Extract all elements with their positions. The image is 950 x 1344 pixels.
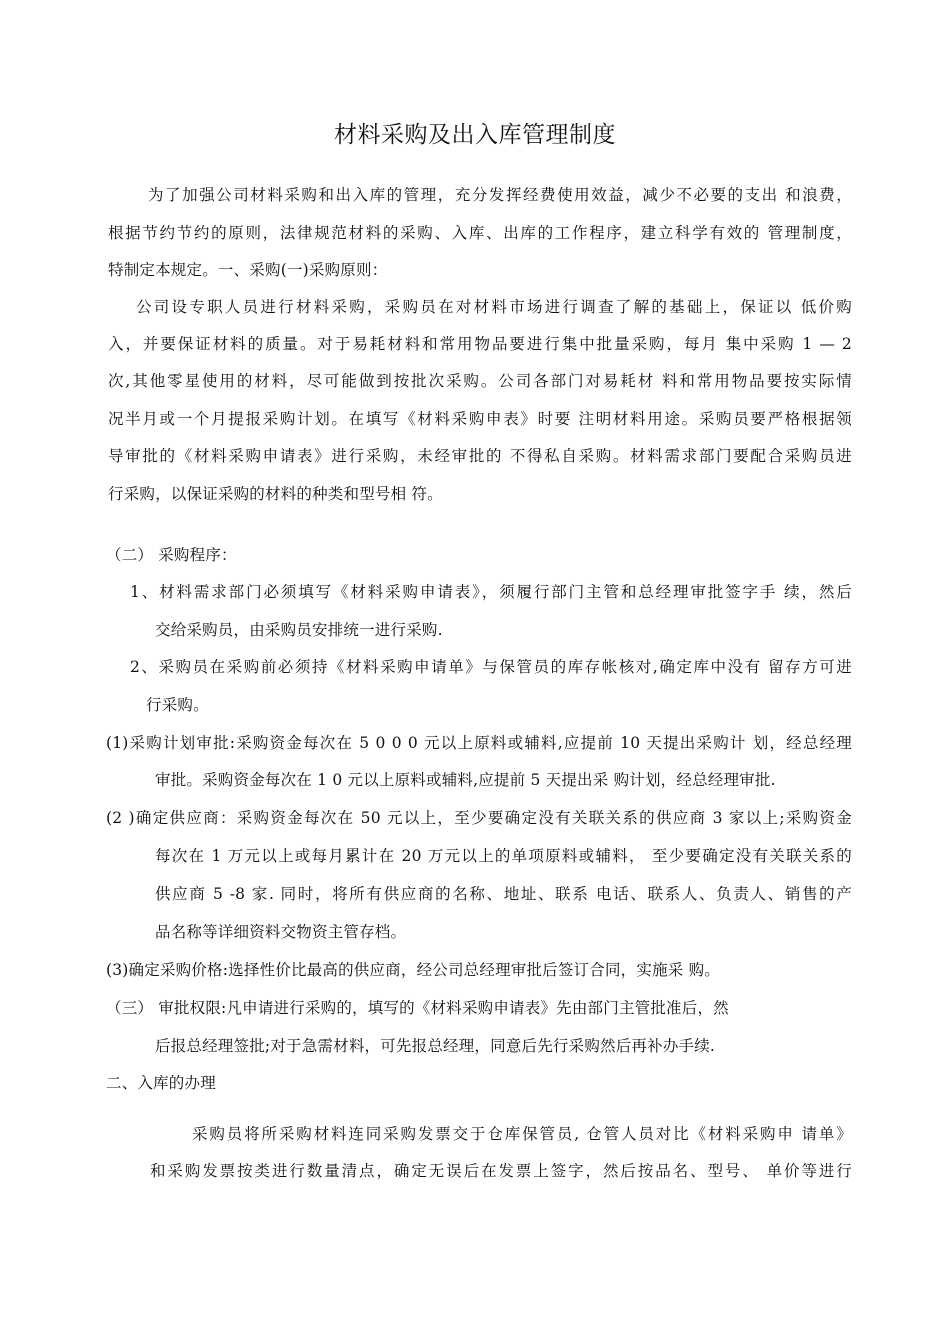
list-item-line: 行采购。 bbox=[146, 696, 209, 714]
section-heading: 二、入库的办理 bbox=[106, 1074, 216, 1092]
list-item-line: 2、采购员在采购前必须持《材料采购申请单》与保管员的库存帐核对,确定库中没有 留存方可进 bbox=[130, 658, 852, 676]
document-title: 材料采购及出入库管理制度 bbox=[334, 122, 616, 148]
paragraph-line: 导审批的《材料采购申请表》进行采购，未经审批的 不得私自采购。材料需求部门要配合采购员进 bbox=[108, 447, 852, 465]
paragraph-line: 为了加强公司材料采购和出入库的管理，充分发挥经费使用效益，减少不必要的支出 和浪费， bbox=[148, 186, 852, 204]
paragraph-line: 行采购，以保证采购的材料的种类和型号相 符。 bbox=[108, 485, 443, 503]
list-item-line: 1、材料需求部门必须填写《材料采购申请表》，须履行部门主管和总经理审批签字手 续，然后 bbox=[130, 583, 852, 601]
list-item-line: 审批。采购资金每次在 1 0 元以上原料或辅料,应提前 5 天提出采 购计划，经总经理审批. bbox=[155, 771, 776, 789]
paragraph-line: 和采购发票按类进行数量清点，确定无误后在发票上签字，然后按品名、型号、 单价等进行 bbox=[150, 1162, 852, 1180]
paragraph-line: 采购员将所采购材料连同采购发票交于仓库保管员, 仓管人员对比《材料采购申 请单》 bbox=[192, 1125, 852, 1143]
paragraph-line: 根据节约节约的原则，法律规范材料的采购、入库、出库的工作程序，建立科学有效的 管理制度， bbox=[108, 224, 852, 242]
paragraph-line: 特制定本规定。一、采购(一)采购原则： bbox=[108, 261, 388, 279]
list-item-line: 每次在 1 万元以上或每月累计在 20 万元以上的单项原料或辅料， 至少要确定没有关联关系的 bbox=[155, 847, 852, 865]
list-item-line: (2 )确定供应商：采购资金每次在 50 元以上，至少要确定没有关联关系的供应商 3 家以上;采购资金 bbox=[106, 809, 852, 827]
section-heading: （三） 审批权限:凡申请进行采购的，填写的《材料采购申请表》先由部门主管批准后，然 bbox=[106, 999, 729, 1017]
list-item-line: (1)采购计划审批:采购资金每次在 5 0 0 0 元以上原料或辅料,应提前 10 天提出采购计 划，经总经理 bbox=[106, 734, 852, 752]
list-item-line: 交给采购员，由采购员安排统一进行采购. bbox=[155, 621, 443, 639]
paragraph-line: 入，并要保证材料的质量。对于易耗材料和常用物品要进行集中批量采购，每月 集中采购 1 — 2 bbox=[108, 335, 852, 353]
paragraph-line: 公司设专职人员进行材料采购，采购员在对材料市场进行调查了解的基础上，保证以 低价购 bbox=[136, 298, 852, 316]
section-heading: （二） 采购程序： bbox=[106, 546, 237, 564]
list-item-line: 供应商 5 -8 家. 同时，将所有供应商的名称、地址、联系 电话、联系人、负责人、销售的产 bbox=[155, 885, 852, 903]
paragraph-line: 况半月或一个月提报采购计划。在填写《材料采购申表》时要 注明材料用途。采购员要严格根据领 bbox=[108, 410, 852, 428]
list-item-line: 品名称等详细资料交物资主管存档。 bbox=[155, 923, 407, 941]
paragraph-line: 后报总经理签批;对于急需材料，可先报总经理，同意后先行采购然后再补办手续. bbox=[155, 1037, 716, 1055]
list-item-line: (3)确定采购价格:选择性价比最高的供应商，经公司总经理审批后签订合同，实施采 购。 bbox=[106, 961, 721, 979]
paragraph-line: 次,其他零星使用的材料，尽可能做到按批次采购。公司各部门对易耗材 料和常用物品要按实际情 bbox=[108, 372, 852, 390]
